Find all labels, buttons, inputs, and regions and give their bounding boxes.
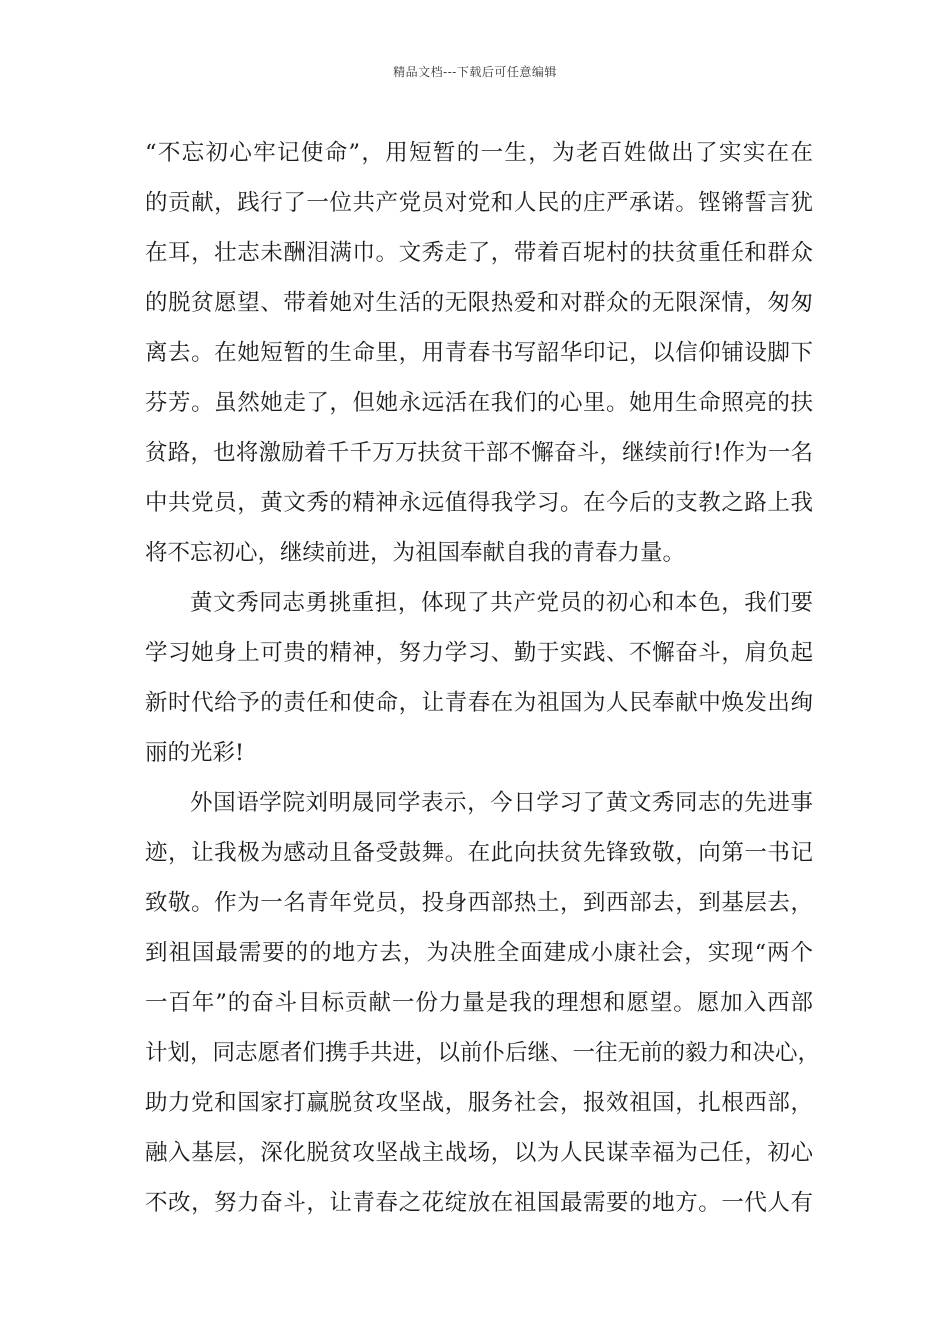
text-line: 到祖国最需要的的地方去，为决胜全面建成小康社会，实现“两个 [145, 940, 813, 966]
text-line: 不改，努力奋斗，让青春之花绽放在祖国最需要的地方。一代人有 [145, 1190, 813, 1216]
text-line: 新时代给予的责任和使命，让青春在为祖国为人民奉献中焕发出绚 [145, 690, 813, 716]
text-line: 黄文秀同志勇挑重担，体现了共产党员的初心和本色，我们要 [190, 590, 813, 616]
text-line: 学习她身上可贵的精神，努力学习、勤于实践、不懈奋斗，肩负起 [145, 640, 813, 666]
text-line: 在耳，壮志未酬泪满巾。文秀走了，带着百坭村的扶贫重任和群众 [145, 240, 813, 266]
text-line: 的脱贫愿望、带着她对生活的无限热爱和对群众的无限深情，匆匆 [145, 290, 813, 316]
page-header: 精品文档---下载后可任意编辑 [393, 65, 557, 79]
paragraph-2 [145, 578, 813, 778]
paragraph-1 [145, 128, 813, 578]
text-line: 的贡献，践行了一位共产党员对党和人民的庄严承诺。铿锵誓言犹 [145, 190, 813, 216]
text-line: 融入基层，深化脱贫攻坚战主战场，以为人民谋幸福为己任，初心 [145, 1140, 813, 1166]
text-line: 中共党员，黄文秀的精神永远值得我学习。在今后的支教之路上我 [145, 490, 813, 516]
text-line: 芬芳。虽然她走了，但她永远活在我们的心里。她用生命照亮的扶 [145, 390, 813, 416]
text-line: 贫路，也将激励着千千万万扶贫干部不懈奋斗，继续前行!作为一名 [145, 440, 813, 466]
text-line: 计划，同志愿者们携手共进，以前仆后继、一往无前的毅力和决心， [145, 1040, 821, 1066]
text-line: 将不忘初心，继续前进，为祖国奉献自我的青春力量。 [145, 540, 686, 566]
text-line: “不忘初心牢记使命”，用短暂的一生，为老百姓做出了实实在在 [145, 140, 813, 166]
text-line: 一百年”的奋斗目标贡献一份力量是我的理想和愿望。愿加入西部 [145, 990, 813, 1016]
text-line: 外国语学院刘明晟同学表示，今日学习了黄文秀同志的先进事 [190, 790, 813, 816]
text-line: 致敬。作为一名青年党员，投身西部热土，到西部去，到基层去， [145, 890, 813, 916]
text-line: 迹，让我极为感动且备受鼓舞。在此向扶贫先锋致敬，向第一书记 [145, 840, 813, 866]
text-line: 丽的光彩! [145, 740, 245, 766]
text-line: 助力党和国家打赢脱贫攻坚战，服务社会，报效祖国，扎根西部， [145, 1090, 813, 1116]
paragraph-3 [145, 778, 821, 1228]
text-line: 离去。在她短暂的生命里，用青春书写韶华印记，以信仰铺设脚下 [145, 340, 813, 366]
document-body [145, 128, 821, 1228]
